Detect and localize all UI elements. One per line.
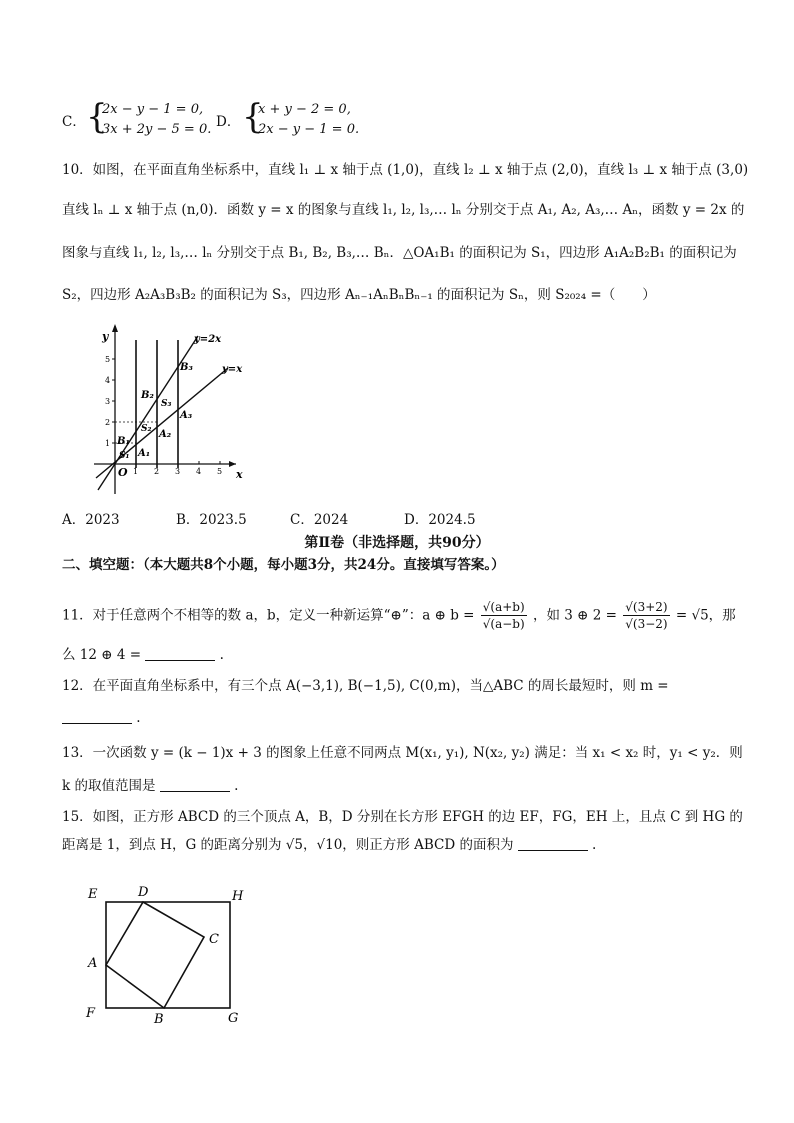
xtick-label-5: 5 xyxy=(217,467,223,476)
label-y-2x: y=2x xyxy=(194,334,222,345)
section-heading: 二、填空题：（本大题共8个小题，每小题3分，共24分。直接填写答案。） xyxy=(62,557,505,573)
q11-frac2-num: √(3+2) xyxy=(625,600,668,614)
q11-line2 xyxy=(62,645,224,665)
vertex-e: E xyxy=(88,887,98,902)
xtick-label-4: 4 xyxy=(196,467,202,476)
xtick-label-3: 3 xyxy=(175,467,181,476)
q10-option-b: B．2023.5 xyxy=(176,512,247,528)
vertex-d: D xyxy=(138,885,149,900)
q10-option-c: C．2024 xyxy=(290,512,349,528)
vertex-a: A xyxy=(88,956,98,971)
q10-line1: 10．如图，在平面直角坐标系中，直线 l₁ ⊥ x 轴于点 (1,0)，直线 l₂ ⊥ x 轴于点 (2,0)，直线 l₃ ⊥ x 轴于点 (3,0) xyxy=(62,162,749,178)
square-abcd xyxy=(106,902,204,1008)
point-a2: A₂ xyxy=(159,429,172,440)
y-axis-label: y xyxy=(102,330,109,343)
q11-text-b: ，如 3 ⊕ 2 = xyxy=(532,607,617,624)
q9-d-label: D． xyxy=(216,114,241,130)
q13-end: . xyxy=(234,778,239,794)
q9-c-eq2: 3x + 2y − 5 = 0. xyxy=(102,122,212,137)
q11-fraction xyxy=(481,599,527,632)
q11-answer-blank[interactable] xyxy=(145,646,215,661)
q12-end: . xyxy=(136,710,141,726)
q10-line4: S₂，四边形 A₂A₃B₃B₂ 的面积记为 S₃，四边形 Aₙ₋₁AₙBₙBₙ₋₁ 的面积记为 Sₙ，则 S₂₀₂₄ =（ ） xyxy=(62,287,656,303)
q10-option-a: A．2023 xyxy=(62,512,120,528)
q13-answer-blank[interactable] xyxy=(160,777,230,792)
rectangle-efgh xyxy=(106,902,230,1008)
vertex-c: C xyxy=(209,932,219,947)
q11-line1 xyxy=(62,599,736,639)
area-s1: S₁ xyxy=(119,451,130,461)
ytick-label-5: 5 xyxy=(105,355,111,364)
q15-line1: 15．如图，正方形 ABCD 的三个顶点 A，B，D 分别在长方形 EFGH 的边 EF，FG，EH 上，且点 C 到 HG 的 xyxy=(62,809,743,825)
q11-text-c: = √5，那 xyxy=(675,607,736,624)
xtick-label-2: 2 xyxy=(154,467,160,476)
q15-line2 xyxy=(62,835,596,855)
q12-line2 xyxy=(62,708,141,728)
q10-line3: 图象与直线 l₁, l₂, l₃,… lₙ 分别交于点 B₁, B₂, B₃,… Bₙ．△OA₁B₁ 的面积记为 S₁，四边形 A₁A₂B₂B₁ 的面积记为 xyxy=(62,245,737,261)
origin-label: O xyxy=(118,466,128,479)
q15-end: . xyxy=(592,837,597,853)
point-a3: A₃ xyxy=(180,410,193,421)
q13-text2: k 的取值范围是 xyxy=(62,778,156,794)
q11-fraction-2 xyxy=(623,599,669,632)
ytick-label-2: 2 xyxy=(105,418,111,427)
area-s3: S₃ xyxy=(161,399,172,409)
section-title: 第Ⅱ卷（非选择题，共90分） xyxy=(304,535,490,551)
q9-c-eq1: 2x − y − 1 = 0, xyxy=(102,102,204,117)
brace: { xyxy=(86,97,108,137)
q11-text-d: 么 12 ⊕ 4 = xyxy=(62,647,142,663)
q13-line1: 13．一次函数 y = (k − 1)x + 3 的图象上任意不同两点 M(x₁, y₁), N(x₂, y₂) 满足：当 x₁ < x₂ 时，y₁ < y₂．则 xyxy=(62,745,743,761)
x-axis-label: x xyxy=(236,468,243,481)
ytick-label-1: 1 xyxy=(105,439,111,448)
area-s2: S₂ xyxy=(141,424,152,434)
brace: { xyxy=(242,97,264,137)
q9-c-label: C． xyxy=(62,114,86,130)
q12-line1: 12．在平面直角坐标系中，有三个点 A(−3,1), B(−1,5), C(0,m)，当△ABC 的周长最短时，则 m = xyxy=(62,678,669,694)
q13-line2 xyxy=(62,776,238,796)
q11-text-e: . xyxy=(219,647,224,663)
ytick-label-3: 3 xyxy=(105,397,111,406)
vertex-b: B xyxy=(154,1012,164,1025)
x-axis-arrow xyxy=(229,461,236,467)
q15-text2: 距离是 1，到点 H，G 的距离分别为 √5，√10，则正方形 ABCD 的面积为 xyxy=(62,837,514,853)
q11-frac-den: √(a−b) xyxy=(482,617,525,631)
label-y-x: y=x xyxy=(222,364,243,375)
q15-answer-blank[interactable] xyxy=(518,836,588,851)
q15-figure xyxy=(80,880,260,1025)
vertex-f: F xyxy=(86,1006,96,1021)
point-b1: B₁ xyxy=(117,436,130,447)
point-b3: B₃ xyxy=(180,362,193,373)
line-y-x xyxy=(96,368,228,478)
q12-answer-blank[interactable] xyxy=(62,709,132,724)
q11-frac2-den: √(3−2) xyxy=(625,617,668,631)
point-b2: B₂ xyxy=(141,390,154,401)
xtick-label-1: 1 xyxy=(133,467,139,476)
y-axis-arrow xyxy=(112,324,118,332)
q10-graph xyxy=(88,318,248,498)
ytick-label-4: 4 xyxy=(105,376,111,385)
q9-d-eq2: 2x − y − 1 = 0. xyxy=(258,122,360,137)
q9-d-eq1: x + y − 2 = 0, xyxy=(258,102,351,117)
vertex-g: G xyxy=(228,1011,239,1025)
q11-text-a: 11．对于任意两个不相等的数 a，b，定义一种新运算“⊕”：a ⊕ b = xyxy=(62,607,475,624)
q10-line2: 直线 lₙ ⊥ x 轴于点 (n,0)．函数 y = x 的图象与直线 l₁, l₂, l₃,… lₙ 分别交于点 A₁, A₂, A₃,… Aₙ，函数 y = 2x 的 xyxy=(62,202,745,218)
vertex-h: H xyxy=(232,889,244,904)
point-a1: A₁ xyxy=(138,448,151,459)
q10-option-d: D．2024.5 xyxy=(404,512,476,528)
q11-frac-num: √(a+b) xyxy=(482,600,525,614)
